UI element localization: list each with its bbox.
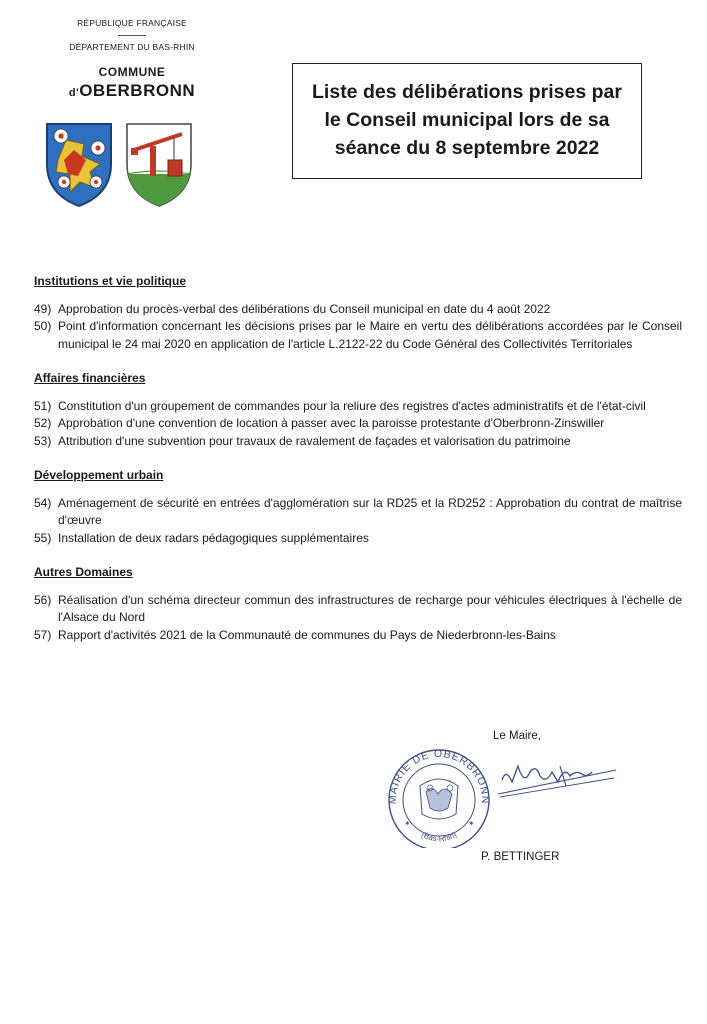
item-text: Attribution d'une subvention pour travaux de ravalement de façades et valorisation du patrimoine [58,433,571,448]
item-number: 51) [34,398,52,413]
closing-salutation: Le Maire, [493,730,541,742]
item-number: 49) [34,301,52,316]
coats-of-arms [44,120,194,210]
item-number: 56) [34,592,52,607]
document-title: Liste des délibérations prises par le Conseil municipal lors de sa séance du 8 septembre 2022 [312,81,622,159]
section-institutions [34,273,682,353]
section-finances [34,370,682,450]
item-text: Approbation d'une convention de location à passer avec la paroisse protestante d'Oberbronn-Zinswiller [58,416,605,430]
item-number: 55) [34,530,52,545]
section-other-domains [34,564,682,644]
item-text: Réalisation d'un schéma directeur commun des infrastructures de recharge pour véhicules électriques à l'échelle de l'Alsace du Nord [58,592,682,624]
oberbronn-coat-of-arms-icon [44,120,114,208]
list-item [34,398,682,416]
letterhead [32,14,232,101]
list-item [34,627,682,645]
item-text: Installation de deux radars pédagogiques supplémentaires [58,530,369,545]
svg-text:MAIRIE DE OBERBRONN: MAIRIE DE OBERBRONN [386,748,492,805]
item-text: Point d'information concernant les décisions prises par le Maire en vertu des délibérations accordées par le Conseil municipal le 24 mai 2020 en application de l'article L.2122-22 du Code Général des Collectivités Territoriales [58,319,682,351]
republic-label: RÉPUBLIQUE FRANÇAISE [77,18,187,28]
commune-prefix: d' [68,87,80,99]
section-urban-development [34,467,682,547]
item-number: 50) [34,319,52,333]
section-items [34,495,682,548]
commune-label: COMMUNE [98,65,166,79]
deliberations-list [34,273,682,661]
signatory-name: P. BETTINGER [481,851,560,863]
svg-text:✶: ✶ [468,819,475,828]
well-sweep-coat-of-arms-icon [124,120,194,208]
list-item [34,415,682,433]
section-heading: Affaires financières [34,371,146,385]
section-heading: Autres Domaines [34,565,133,579]
list-item [34,530,682,548]
commune-name-text: OBERBRONN [79,81,196,100]
department-label: DÉPARTEMENT DU BAS-RHIN [69,42,195,52]
commune-name [32,81,232,101]
item-number: 57) [34,627,52,642]
town-seal-icon [380,748,498,848]
section-heading: Développement urbain [34,468,164,482]
list-item [34,318,682,353]
item-number: 52) [34,416,52,430]
item-number: 53) [34,433,52,448]
list-item [34,433,682,451]
handwritten-signature-icon [496,760,621,800]
title-box [292,63,642,179]
item-text: Aménagement de sécurité en entrées d'agglomération sur la RD25 et la RD252 : Approbation du contrat de maîtrise d'œuvre [58,495,682,527]
svg-text:(Bas-Rhin): (Bas-Rhin) [419,829,459,844]
item-text: Constitution d'un groupement de commandes pour la reliure des registres d'actes administratifs et de l'état-civil [58,398,646,413]
list-item [34,495,682,530]
item-text: Rapport d'activités 2021 de la Communauté de communes du Pays de Niederbronn-les-Bains [58,627,556,642]
item-number: 54) [34,495,52,510]
svg-text:✶: ✶ [404,819,411,828]
section-items [34,301,682,354]
section-items [34,398,682,451]
item-text: Approbation du procès-verbal des délibérations du Conseil municipal en date du 4 août 2022 [58,301,551,316]
list-item [34,592,682,627]
section-items [34,592,682,645]
divider [118,35,146,36]
list-item [34,301,682,319]
section-heading: Institutions et vie politique [34,274,187,288]
